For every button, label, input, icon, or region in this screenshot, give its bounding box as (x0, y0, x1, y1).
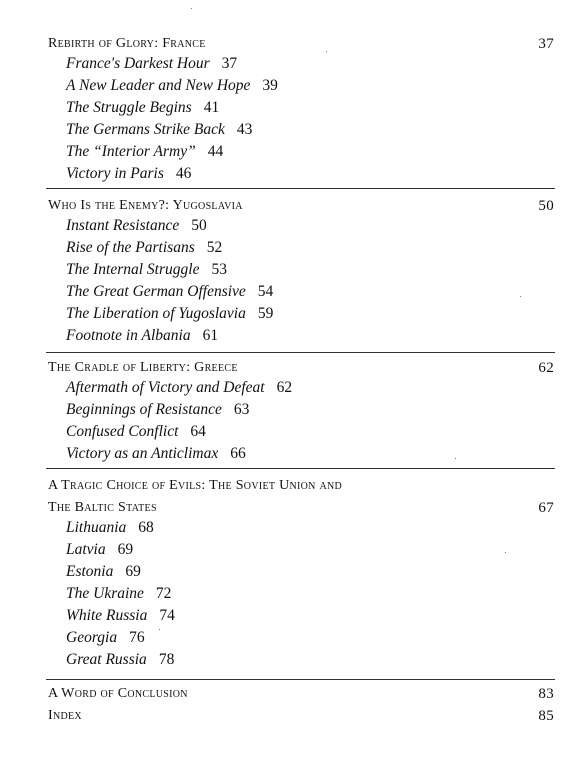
toc-entry[interactable] (66, 120, 252, 140)
section-heading-title: The Baltic States (48, 500, 157, 515)
toc-entry-page-number: 52 (206, 239, 223, 256)
toc-entry-page-number: 68 (138, 519, 154, 536)
toc-entry[interactable] (66, 164, 191, 184)
section-page-number: 37 (538, 36, 554, 52)
toc-entry-page-number: 62 (276, 379, 293, 396)
toc-entry[interactable] (66, 76, 278, 96)
toc-entry-title: White Russia (66, 607, 148, 624)
toc-entry-page-number: 66 (230, 445, 246, 462)
toc-entry-title: The Germans Strike Back (66, 121, 225, 138)
section-heading[interactable] (48, 196, 554, 216)
toc-entry[interactable] (66, 422, 206, 442)
section-divider (46, 679, 555, 680)
section-heading-title: A Tragic Choice of Evils: The Soviet Union and (48, 478, 343, 493)
scan-speck (159, 629, 160, 630)
toc-entry-title: The “Interior Army” (66, 143, 196, 160)
toc-entry-page-number: 69 (125, 563, 141, 580)
section-heading-title: Who Is the Enemy?: Yugoslavia (48, 198, 243, 213)
toc-entry[interactable] (66, 142, 223, 162)
section-page-number: 85 (538, 708, 554, 724)
toc-entry[interactable] (66, 282, 273, 302)
toc-entry[interactable] (66, 238, 222, 258)
scan-speck (455, 458, 456, 459)
toc-entry-page-number: 50 (191, 217, 207, 234)
toc-entry-title: Instant Resistance (66, 217, 180, 234)
section-heading[interactable] (48, 498, 554, 518)
toc-entry[interactable] (66, 54, 237, 74)
section-heading-title: A Word of Conclusion (48, 686, 188, 701)
toc-entry-page-number: 63 (233, 401, 250, 418)
scan-speck (520, 296, 521, 297)
toc-entry-page-number: 46 (175, 165, 192, 182)
toc-entry[interactable] (66, 562, 141, 582)
section-divider (46, 468, 555, 469)
toc-entry[interactable] (66, 326, 218, 346)
toc-entry-page-number: 64 (190, 423, 206, 440)
toc-entry-page-number: 53 (211, 261, 227, 278)
toc-entry-title: Great Russia (66, 651, 147, 668)
section-heading[interactable] (48, 34, 554, 54)
toc-entry[interactable] (66, 650, 174, 670)
toc-entry[interactable] (66, 584, 171, 604)
toc-entry-page-number: 74 (159, 607, 175, 624)
toc-entry-title: France's Darkest Hour (66, 55, 210, 72)
toc-entry[interactable] (66, 378, 292, 398)
toc-entry[interactable] (66, 260, 227, 280)
toc-entry[interactable] (66, 606, 175, 626)
section-page-number: 83 (538, 686, 554, 702)
toc-entry-page-number: 78 (158, 651, 175, 668)
section-page-number: 50 (538, 198, 554, 214)
toc-entry[interactable] (66, 98, 219, 118)
toc-entry-title: Estonia (66, 563, 114, 580)
toc-entry-title: A New Leader and New Hope (66, 77, 251, 94)
section-heading[interactable] (48, 706, 554, 726)
toc-entry-title: The Ukraine (66, 585, 144, 602)
toc-entry-page-number: 72 (155, 585, 172, 602)
section-heading-title: Rebirth of Glory: France (48, 36, 206, 51)
toc-entry-page-number: 54 (257, 283, 274, 300)
toc-entry[interactable] (66, 540, 133, 560)
section-heading[interactable] (48, 684, 554, 704)
section-divider (46, 352, 555, 353)
toc-entry-title: Confused Conflict (66, 423, 179, 440)
toc-entry[interactable] (66, 628, 145, 648)
toc-entry-title: The Internal Struggle (66, 261, 200, 278)
section-page-number: 62 (538, 360, 554, 376)
toc-entry-page-number: 69 (117, 541, 134, 558)
toc-entry-title: Beginnings of Resistance (66, 401, 222, 418)
toc-entry-page-number: 41 (203, 99, 220, 116)
scan-speck (191, 8, 192, 9)
toc-entry-page-number: 39 (262, 77, 278, 94)
toc-entry-title: The Struggle Begins (66, 99, 192, 116)
toc-entry-page-number: 76 (129, 629, 145, 646)
toc-entry-title: The Great German Offensive (66, 283, 246, 300)
toc-entry-title: Georgia (66, 629, 118, 646)
toc-entry-title: The Liberation of Yugoslavia (66, 305, 246, 322)
section-heading[interactable] (48, 476, 554, 496)
scan-speck (326, 51, 327, 52)
toc-entry-page-number: 61 (202, 327, 219, 344)
section-page-number: 67 (538, 500, 554, 516)
toc-entry-page-number: 59 (257, 305, 274, 322)
toc-entry-title: Latvia (66, 541, 106, 558)
toc-entry[interactable] (66, 444, 246, 464)
toc-entry[interactable] (66, 400, 249, 420)
toc-entry[interactable] (66, 518, 154, 538)
toc-entry-page-number: 44 (207, 143, 224, 160)
toc-entry[interactable] (66, 304, 273, 324)
toc-entry-title: Aftermath of Victory and Defeat (66, 379, 265, 396)
section-heading-title: Index (48, 708, 82, 723)
toc-entry-page-number: 43 (236, 121, 253, 138)
section-heading-title: The Cradle of Liberty: Greece (48, 360, 238, 375)
toc-entry-page-number: 37 (221, 55, 238, 72)
scan-speck (505, 552, 506, 553)
toc-entry-title: Victory in Paris (66, 165, 164, 182)
toc-entry-title: Rise of the Partisans (66, 239, 195, 256)
toc-entry-title: Lithuania (66, 519, 127, 536)
toc-entry[interactable] (66, 216, 207, 236)
section-heading[interactable] (48, 358, 554, 378)
section-divider (46, 188, 555, 189)
toc-entry-title: Victory as an Anticlimax (66, 445, 219, 462)
toc-entry-title: Footnote in Albania (66, 327, 191, 344)
